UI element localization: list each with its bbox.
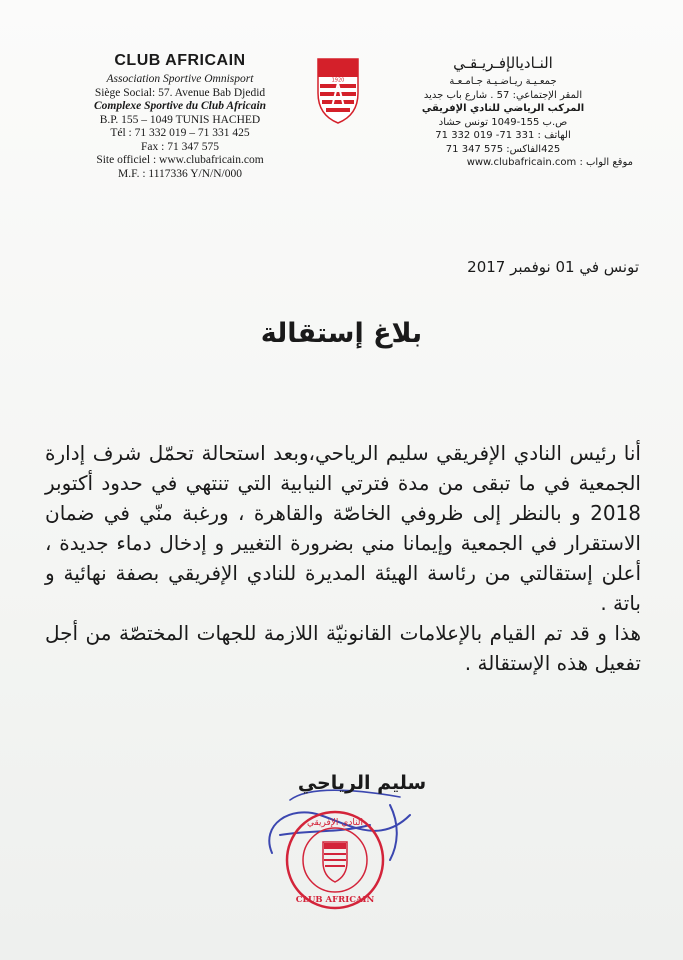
body-paragraph: هذا و قد تم القيام بالإعلامات القانونيّة اللازمة للجهات المختصّة من أجل تفعيل هذه الإستقالة . <box>45 621 641 675</box>
bp-ar: ص.ب 155-1049 تونس حشاد <box>438 116 568 128</box>
stamp-text-ar: النادي الإفريقي <box>306 818 364 828</box>
association-fr: Association Sportive Omnisport <box>106 73 254 85</box>
club-name-ar: النـاديالإفـريـقـي <box>453 54 553 72</box>
website-label-ar: موقع الواب : <box>579 157 633 168</box>
complexe-fr: Complexe Sportive du Club Africain <box>93 100 267 112</box>
fax-ar: 425الفاكس: 575 347 71 <box>445 143 561 155</box>
site-fr: Site officiel : www.clubafricain.com <box>96 154 264 166</box>
letterhead-left <box>50 52 310 181</box>
logo-year: 1920 <box>331 77 345 84</box>
association-ar: جمعـيـة ريـاضـيـة جـامـعـة <box>449 76 557 87</box>
complexe-ar: المركب الرياضي للنادي الإفريقي <box>421 103 585 114</box>
fax-fr: Fax : 71 347 575 <box>141 140 219 153</box>
document-date: تونس في 01 نوفمبر 2017 <box>467 258 639 276</box>
club-name-fr: CLUB AFRICAIN <box>114 52 246 69</box>
document-body <box>45 438 641 678</box>
mf-fr: M.F. : 1117336 Y/N/N/000 <box>118 167 242 180</box>
body-paragraph: أنا رئيس النادي الإفريقي سليم الرياحي،وبعد استحالة تحمّل شرف إدارة الجمعية في ما تبقى من مدة فترتي النيابية التي تنتهي في حدود أكتوبر 2018 و بالنظر إلى ظروفي الخاصّة والقاهرة ، ورغبة منّي في ضمان الاستقرار في الجمعية وإيمانا مني بضرورة التغيير و إدخال دماء جديدة ، أعلن إستقالتي من رئاسة الهيئة المديرة للنادي الإفريقي بصفة نهائية و باتة . <box>45 441 641 615</box>
siege-fr: Siège Social: 57. Avenue Bab Djedid <box>94 86 266 99</box>
website-url-ar: www.clubafricain.com <box>466 157 577 168</box>
official-stamp-icon <box>283 808 387 912</box>
tel-ar: الهاتف : 331 71- 019 332 71 <box>435 130 571 141</box>
letterhead-right <box>393 54 633 170</box>
stamp-text-fr: CLUB AFRICAIN <box>295 895 375 905</box>
siege-ar: المقر الإجتماعي: 57 . شارع باب جديد <box>423 89 583 101</box>
document-title: بلاغ إستقالة <box>260 318 423 349</box>
signatory-name: سليم الرياحي <box>297 772 427 794</box>
tel-fr: Tél : 71 332 019 – 71 331 425 <box>110 127 250 139</box>
website-ar <box>393 156 633 170</box>
club-logo-icon <box>316 55 360 125</box>
bp-fr: B.P. 155 – 1049 TUNIS HACHED <box>99 113 261 126</box>
